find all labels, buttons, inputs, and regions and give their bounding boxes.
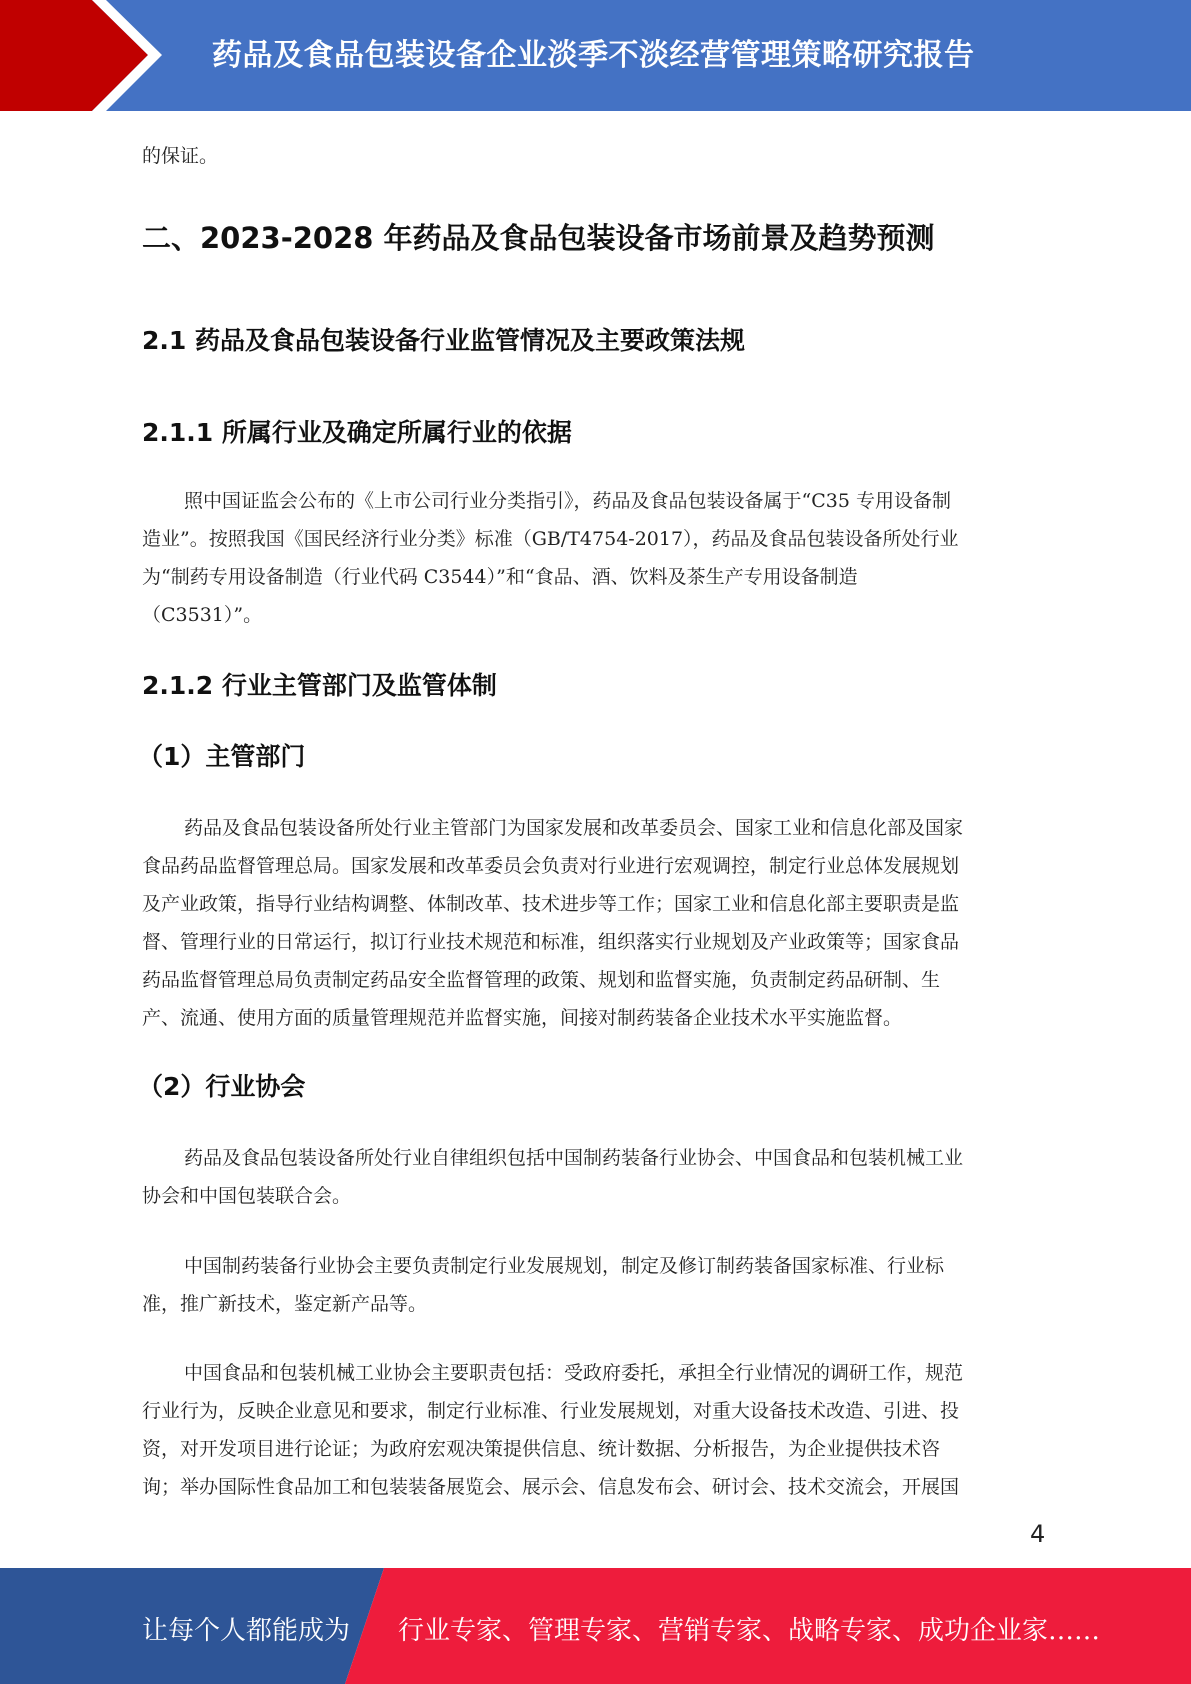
page-footer-band bbox=[0, 1568, 1191, 1684]
paragraph-industry-classification bbox=[142, 482, 1047, 634]
item-heading-authority: （1）主管部门 bbox=[138, 742, 306, 771]
paragraph-line: 及产业政策，指导行业结构调整、体制改革、技术进步等工作；国家工业和信息化部主要职责是监 bbox=[142, 893, 960, 915]
paragraph-line: 药品及食品包装设备所处行业主管部门为国家发展和改革委员会、国家工业和信息化部及国家 bbox=[184, 817, 964, 839]
paragraph-line: 中国制药装备行业协会主要负责制定行业发展规划，制定及修订制药装备国家标准、行业标 bbox=[184, 1255, 945, 1277]
item-heading-association: （2）行业协会 bbox=[138, 1072, 306, 1101]
report-title: 药品及食品包装设备企业淡季不淡经营管理策略研究报告 bbox=[212, 38, 975, 73]
subsection-heading-2-1-1: 2.1.1 所属行业及确定所属行业的依据 bbox=[142, 418, 572, 447]
paragraph-line: 行业行为，反映企业意见和要求，制定行业标准、行业发展规划，对重大设备技术改造、引进、投 bbox=[142, 1400, 960, 1422]
paragraph-authority bbox=[142, 809, 1047, 1037]
page-header-band bbox=[0, 0, 1191, 111]
paragraph-line: 药品监督管理总局负责制定药品安全监督管理的政策、规划和监督实施，负责制定药品研制、生 bbox=[142, 969, 941, 991]
paragraph-line: 药品及食品包装设备所处行业自律组织包括中国制药装备行业协会、中国食品和包装机械工业 bbox=[184, 1147, 964, 1169]
subsection-heading-2-1: 2.1 药品及食品包装设备行业监管情况及主要政策法规 bbox=[142, 326, 745, 355]
paragraph-line: 准，推广新技术，鉴定新产品等。 bbox=[142, 1293, 428, 1315]
paragraph-food-packaging-association bbox=[142, 1354, 1047, 1506]
paragraph-pharma-association bbox=[142, 1247, 1047, 1323]
paragraph-line: 资，对开发项目进行论证；为政府宏观决策提供信息、统计数据、分析报告，为企业提供技术咨 bbox=[142, 1438, 941, 1460]
paragraph-line: 为“制药专用设备制造（行业代码 C3544）”和“食品、酒、饮料及茶生产专用设备制造 bbox=[142, 566, 858, 588]
footer-slogan-right: 行业专家、管理专家、营销专家、战略专家、成功企业家…… bbox=[398, 1616, 1101, 1646]
paragraph-line: 照中国证监会公布的《上市公司行业分类指引》，药品及食品包装设备属于“C35 专用设备制 bbox=[184, 490, 951, 512]
footer-slogan-left: 让每个人都能成为 bbox=[142, 1616, 351, 1646]
continued-text: 的保证。 bbox=[142, 145, 219, 167]
paragraph-line: 产、流通、使用方面的质量管理规范并监督实施，间接对制药装备企业技术水平实施监督。 bbox=[142, 1007, 903, 1029]
paragraph-association-overview bbox=[142, 1139, 1047, 1215]
paragraph-line: 食品药品监督管理总局。国家发展和改革委员会负责对行业进行宏观调控，制定行业总体发展规划 bbox=[142, 855, 960, 877]
section-heading: 二、2023-2028 年药品及食品包装设备市场前景及趋势预测 bbox=[142, 221, 935, 255]
paragraph-line: （C3531）”。 bbox=[142, 604, 263, 626]
paragraph-line: 督、管理行业的日常运行，拟订行业技术规范和标准，组织落实行业规划及产业政策等；国家食品 bbox=[142, 931, 960, 953]
paragraph-line: 协会和中国包装联合会。 bbox=[142, 1185, 352, 1207]
paragraph-line: 中国食品和包装机械工业协会主要职责包括：受政府委托，承担全行业情况的调研工作，规范 bbox=[184, 1362, 964, 1384]
paragraph-line: 询；举办国际性食品加工和包装装备展览会、展示会、信息发布会、研讨会、技术交流会，开展国 bbox=[142, 1476, 960, 1498]
paragraph-line: 造业”。按照我国《国民经济行业分类》标准（GB/T4754-2017），药品及食品包装设备所处行业 bbox=[142, 528, 959, 550]
page-number: 4 bbox=[1030, 1520, 1046, 1548]
subsection-heading-2-1-2: 2.1.2 行业主管部门及监管体制 bbox=[142, 671, 497, 700]
